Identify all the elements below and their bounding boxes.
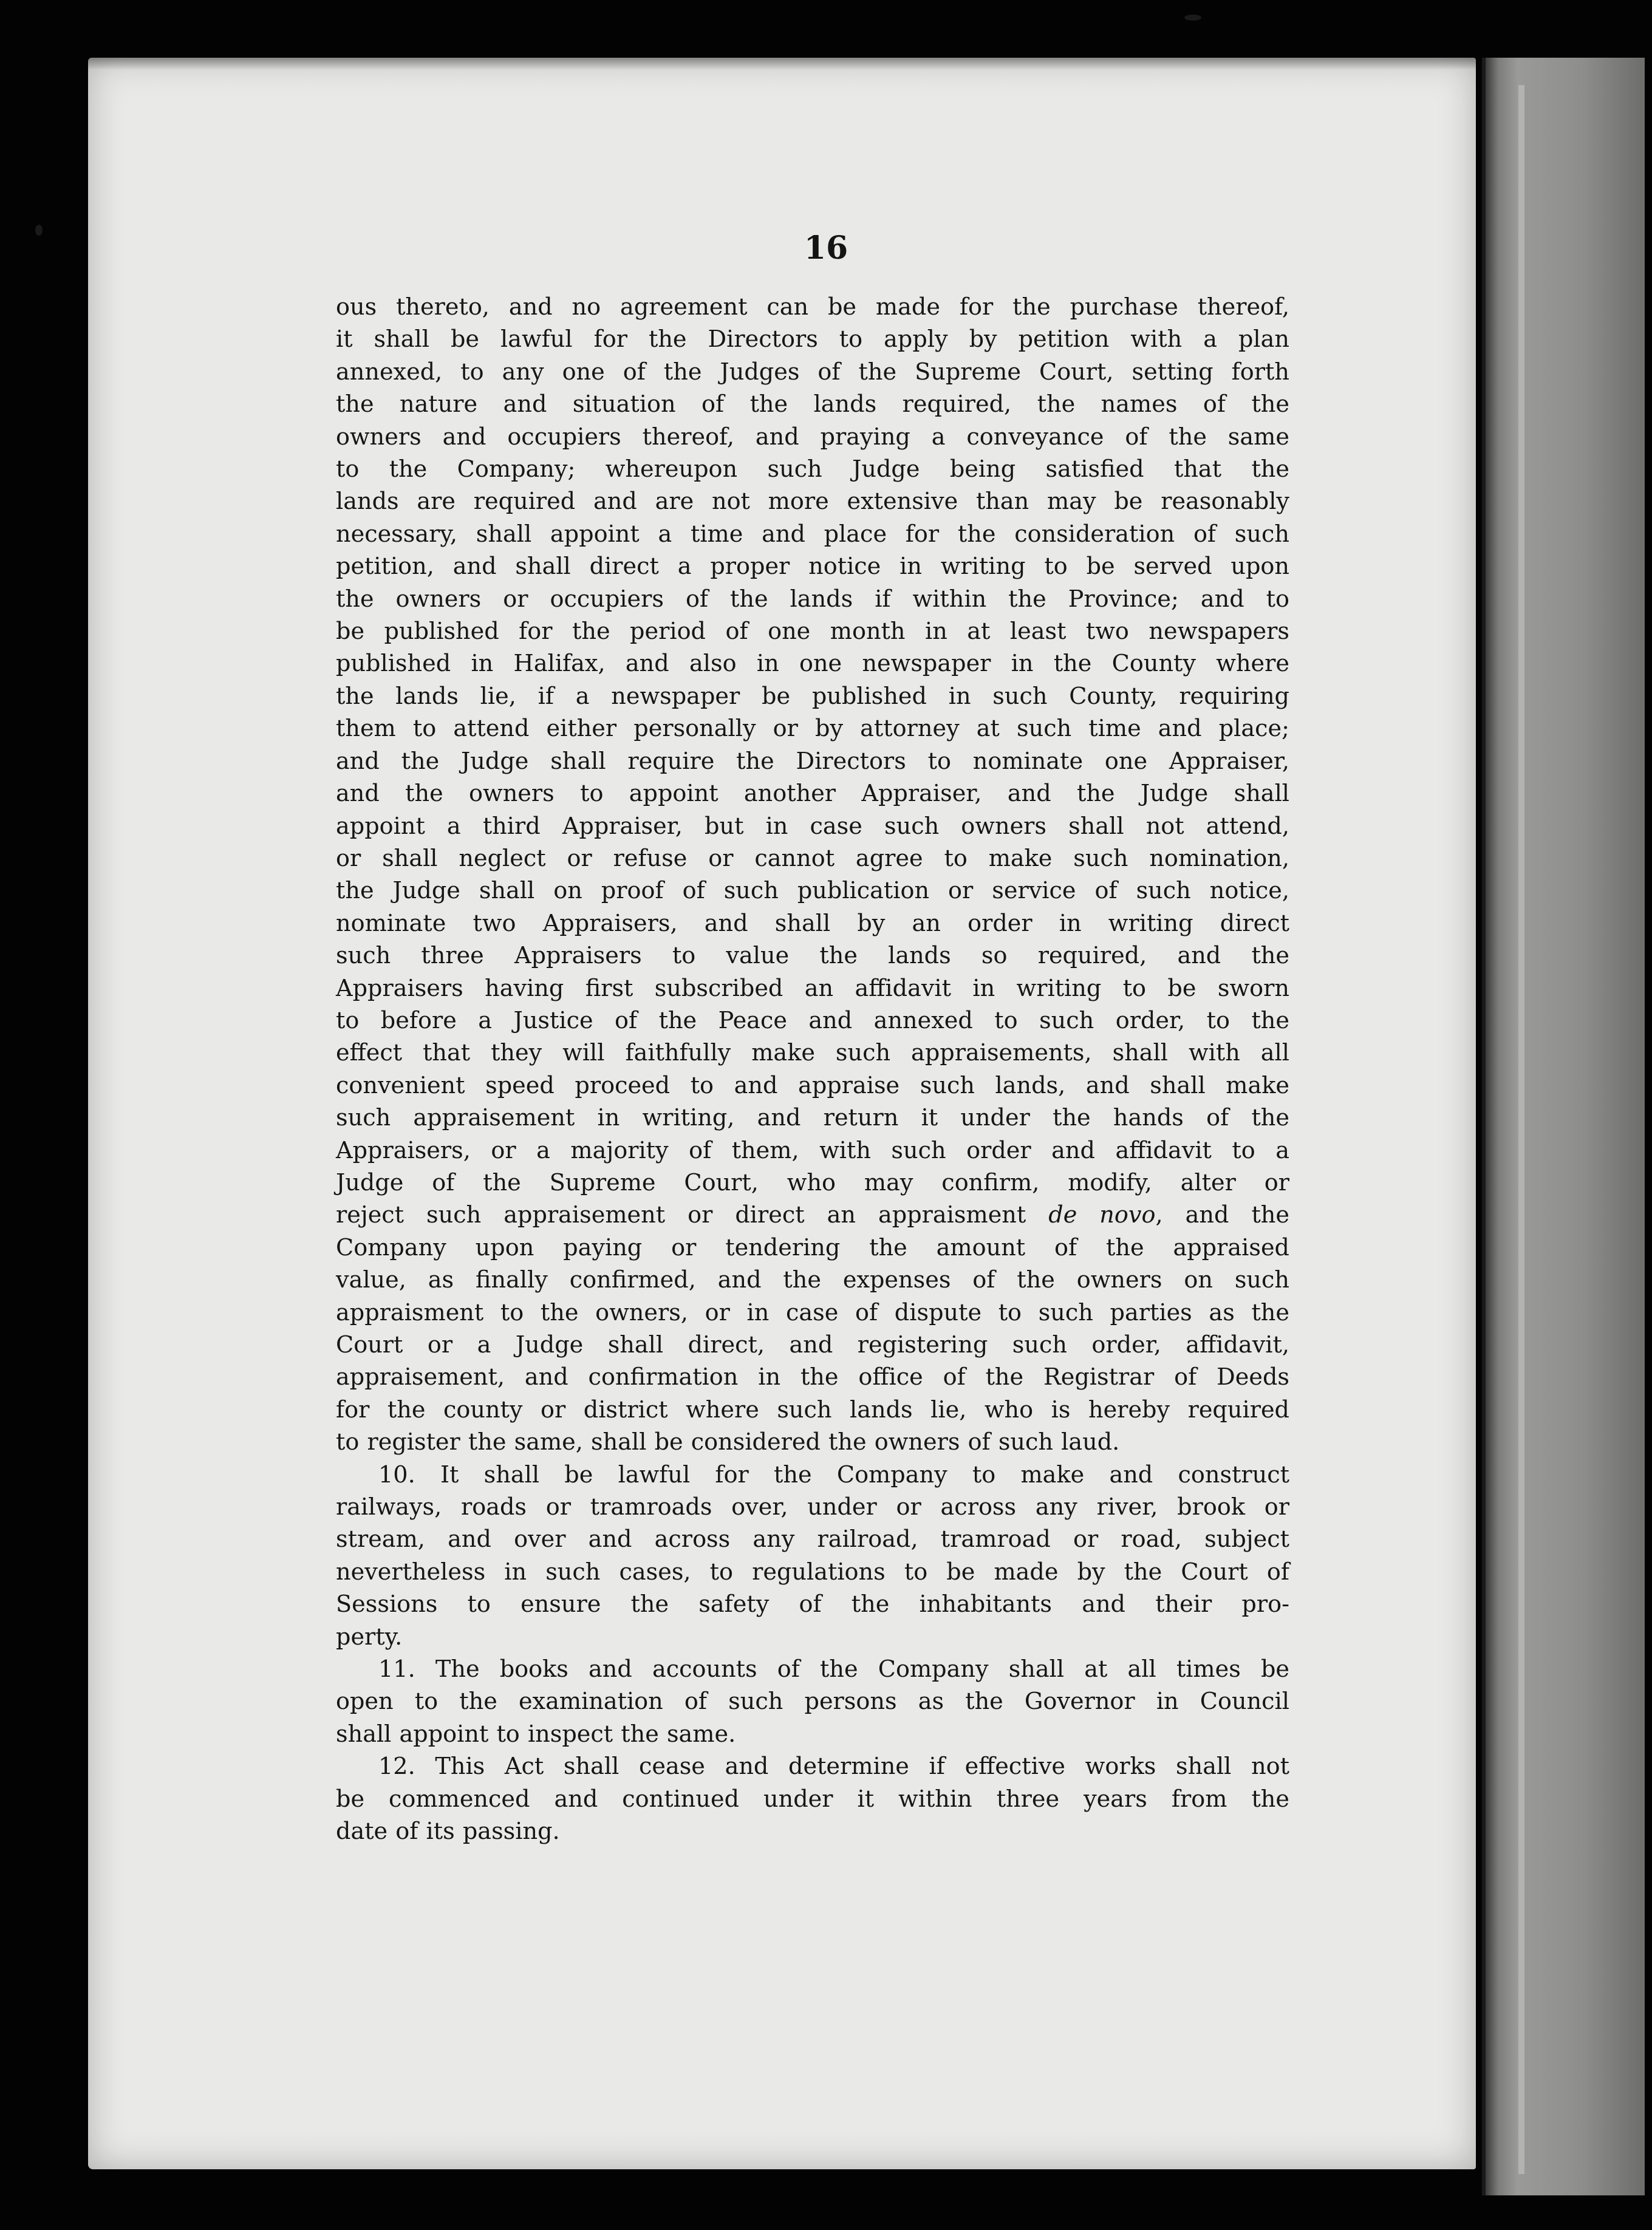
- text-line: such appraisement in writing, and return it under the hands of the: [336, 1105, 1289, 1132]
- text-line: Appraisers having first subscribed an affidavit in writing to be sworn: [336, 975, 1289, 1002]
- text-line: be commenced and continued under it within three years from the: [336, 1785, 1289, 1813]
- text-line: 10. It shall be lawful for the Company to make and construct: [378, 1461, 1289, 1488]
- text-line: petition, and shall direct a proper notice in writing to be served upon: [336, 553, 1289, 581]
- adjacent-page-edge: [1482, 58, 1645, 2195]
- text-line: 12. This Act shall cease and determine if effective works shall not: [378, 1753, 1289, 1781]
- text-line: them to attend either personally or by attorney at such time and place;: [336, 715, 1289, 743]
- text-line: to the Company; whereupon such Judge being satisfied that the: [336, 456, 1289, 483]
- page-edge-strip: [1518, 85, 1524, 2174]
- text-line: Appraisers, or a majority of them, with such order and affidavit to a: [336, 1137, 1289, 1164]
- text-line: for the county or district where such lands lie, who is hereby required: [336, 1396, 1289, 1424]
- text-line: effect that they will faithfully make such appraisements, shall with all: [336, 1040, 1289, 1067]
- text-line: ous thereto, and no agreement can be made for the purchase thereof,: [336, 294, 1289, 321]
- text-line: to register the same, shall be considered the owners of such laud.: [336, 1429, 1120, 1456]
- text-line: Court or a Judge shall direct, and registering such order, affidavit,: [336, 1332, 1289, 1359]
- text-line: shall appoint to inspect the same.: [336, 1720, 736, 1748]
- text-line: and the owners to appoint another Appraiser, and the Judge shall: [336, 780, 1289, 808]
- text-line: published in Halifax, and also in one newspaper in the County where: [336, 650, 1289, 678]
- text-line: lands are required and are not more extensive than may be reasonably: [336, 488, 1289, 516]
- margin-speck: [35, 225, 43, 236]
- text-line: owners and occupiers thereof, and praying a conveyance of the same: [336, 423, 1289, 451]
- text-line: such three Appraisers to value the lands so required, and the: [336, 943, 1289, 970]
- text-line: 11. The books and accounts of the Company shall at all times be: [378, 1656, 1289, 1683]
- text-line: stream, and over and across any railroad, tramroad or road, subject: [336, 1526, 1289, 1553]
- text-line: nevertheless in such cases, to regulations to be made by the Court of: [336, 1558, 1289, 1586]
- body-text: [336, 292, 1289, 1849]
- text-line: open to the examination of such persons as the Governor in Council: [336, 1688, 1289, 1716]
- text-line: reject such appraisement or direct an appraisment de novo, and the: [336, 1202, 1289, 1229]
- text-line: appoint a third Appraiser, but in case such owners shall not attend,: [336, 813, 1289, 840]
- text-line: Company upon paying or tendering the amount of the appraised: [336, 1234, 1289, 1261]
- text-line: perty.: [336, 1623, 403, 1651]
- text-line: or shall neglect or refuse or cannot agree to make such nomination,: [336, 845, 1289, 872]
- text-line: date of its passing.: [336, 1818, 560, 1846]
- text-line: convenient speed proceed to and appraise such lands, and shall make: [336, 1072, 1289, 1099]
- text-line: appraisment to the owners, or in case of dispute to such parties as the: [336, 1299, 1289, 1326]
- text-line: and the Judge shall require the Directors to nominate one Appraiser,: [336, 748, 1289, 775]
- text-line: railways, roads or tramroads over, under or across any river, brook or: [336, 1494, 1289, 1521]
- text-line: nominate two Appraisers, and shall by an order in writing direct: [336, 910, 1289, 937]
- text-line: it shall be lawful for the Directors to apply by petition with a plan: [336, 326, 1289, 353]
- text-line: appraisement, and confirmation in the office of the Registrar of Deeds: [336, 1364, 1289, 1391]
- text-line: Sessions to ensure the safety of the inhabitants and their pro-: [336, 1591, 1289, 1618]
- text-line: value, as finally confirmed, and the expenses of the owners on such: [336, 1267, 1289, 1294]
- page-top-shadow: [88, 58, 1476, 70]
- margin-speck: [1184, 15, 1201, 21]
- text-line: the nature and situation of the lands required, the names of the: [336, 391, 1289, 418]
- text-line: Judge of the Supreme Court, who may confirm, modify, alter or: [336, 1169, 1289, 1196]
- text-line: the lands lie, if a newspaper be published in such County, requiring: [336, 683, 1289, 710]
- text-line: annexed, to any one of the Judges of the Supreme Court, setting forth: [336, 358, 1289, 386]
- page-number: 16: [804, 230, 848, 267]
- text-line: the owners or occupiers of the lands if within the Province; and to: [336, 585, 1289, 613]
- text-line: necessary, shall appoint a time and place for the consideration of such: [336, 520, 1289, 548]
- text-line: the Judge shall on proof of such publication or service of such notice,: [336, 878, 1289, 905]
- text-line: to before a Justice of the Peace and annexed to such order, to the: [336, 1007, 1289, 1034]
- text-line: be published for the period of one month in at least two newspapers: [336, 618, 1289, 646]
